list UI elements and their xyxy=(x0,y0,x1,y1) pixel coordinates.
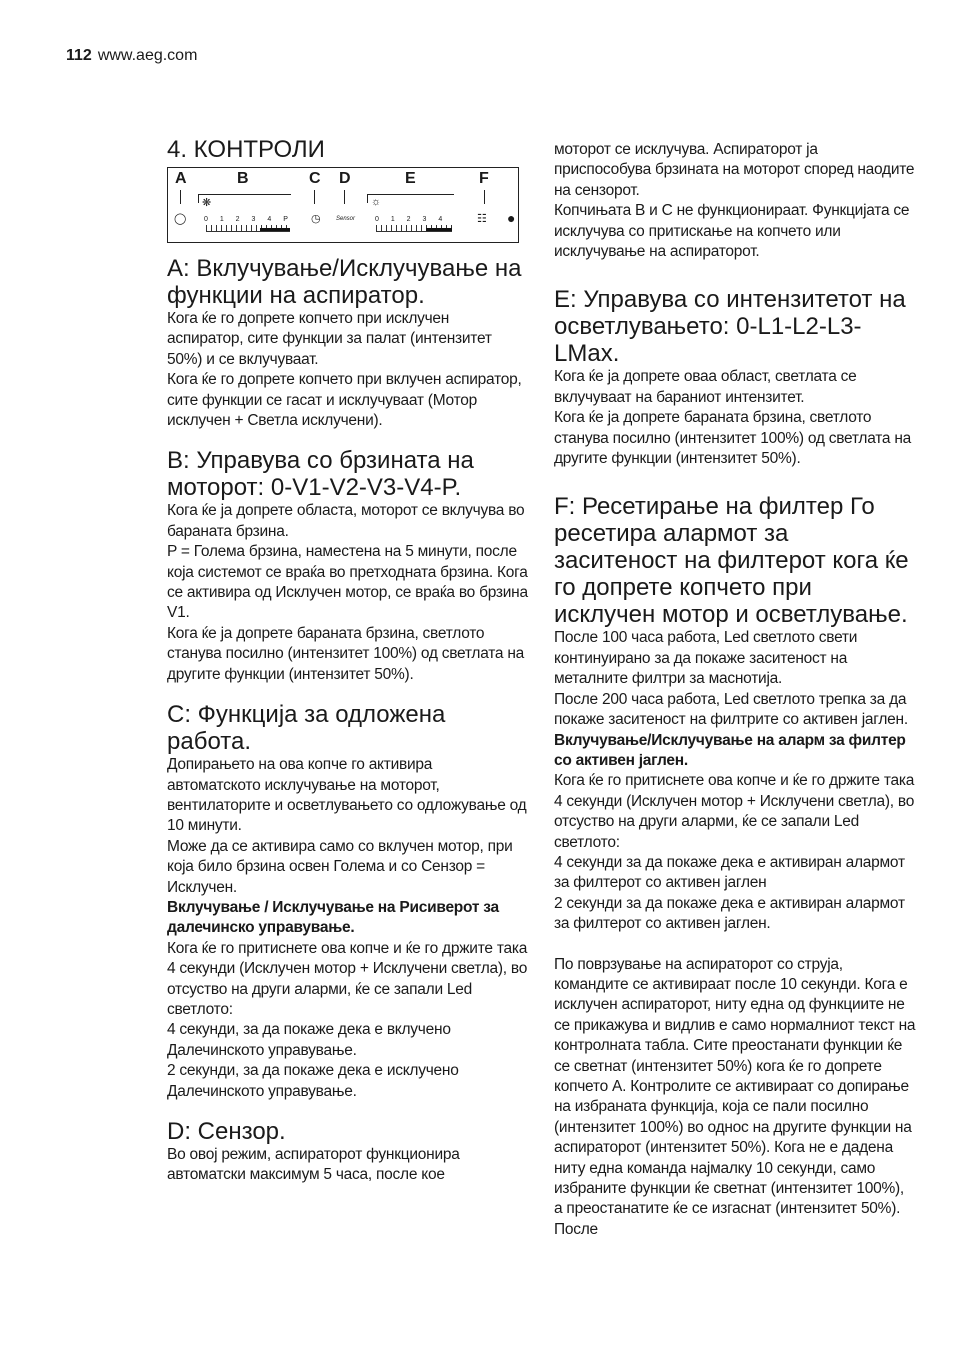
b-paragraph-2: P = Голема брзина, наместена на 5 минути, после која системот се враќа во претходната брзина. Кога се активира од Исклучен мотор, се враќа во брзина V1. xyxy=(167,543,528,622)
d-continued-2: Копчињата B и C не функционираат. Функцијата се исклучува со притискање на копчето или исклучување на аспираторот. xyxy=(554,202,910,261)
c-paragraph-2: Може да се активира само со вклучен мотор, при која било брзина освен Голема и со Сензор = Исклучен. xyxy=(167,837,513,896)
f-paragraph-2: После 200 часа работа, Led светлото трепка за да покаже заситеност на филтрите со активен јаглен. xyxy=(554,690,908,729)
motor-scale: 0 1 2 3 4 P xyxy=(204,216,293,223)
f-paragraph-1: После 100 часа работа, Led светлото свети континуирано за да покаже заситеност на металните филтри за маснотија. xyxy=(554,629,858,688)
b-paragraph-1: Кога ќе ја допрете областа, моторот се вклучува во бараната брзина. xyxy=(167,502,525,540)
panel-letter-f: F xyxy=(479,170,489,187)
e-paragraph-1: Кога ќе ја допрете оваа област, светлата се вклучуваат на бараниот интензитет. xyxy=(554,368,857,406)
general-paragraph: По поврзување на аспираторот со струја, командите се активираат после 10 секунди. Кога е исклучен аспираторот, ниту една од функциите не се прикажува и видлив е само нормалниот текст на контролната табла. Сите преостанати функции ќе се светнат (интензитет 50%) кога ќе го допрете копчето A. Контролите се активираат со допирање на избраната функција, која се пали посилно (интензитет 100%) во однос на другите функции на аспираторот (интензитет 50%). Кога не е дадена ниту една команда најмалку 10 секунди, само избраните функции ќе светнат (интензитет 100%), а преостанатите ќе се изгаснат (интензитет 50%). После xyxy=(554,955,916,1238)
light-bar xyxy=(426,228,452,231)
a-title: A: Вклучување/Исклучување на функции на аспиратор. xyxy=(167,255,522,309)
led-dot-icon: ● xyxy=(507,210,516,226)
motor-bar xyxy=(260,228,290,231)
page-header xyxy=(66,47,197,65)
fan-icon: ❋ xyxy=(202,197,212,209)
tick-c xyxy=(314,190,315,204)
d-paragraph-1: Во овој режим, аспираторот функционира автоматски максимум 5 часа, после кое xyxy=(167,1146,460,1184)
tick-d xyxy=(344,190,345,204)
panel-letter-b: B xyxy=(237,170,249,187)
d-title: D: Сензор. xyxy=(167,1118,286,1145)
page-number: 112 xyxy=(66,47,92,64)
panel-letter-a: A xyxy=(175,170,187,187)
right-column xyxy=(554,140,916,1240)
light-icon: ☼ xyxy=(371,196,382,208)
tick-f xyxy=(484,190,485,204)
c-title: C: Функција за одложена работа. xyxy=(167,701,446,756)
left-column xyxy=(167,136,529,1186)
c-paragraph-5: 2 секунди, за да покаже дека е исклучено Далечинското управување. xyxy=(167,1062,459,1100)
sensor-label: Sensor xyxy=(336,216,356,222)
control-panel-diagram xyxy=(167,167,519,243)
panel-letter-d: D xyxy=(339,170,351,187)
c-paragraph-1: Допирањето на ова копче го активира автоматското исклучување на моторот, вентилаторите и осветлувањето со одложување од 10 минути. xyxy=(167,756,527,835)
d-continued-1: моторот се исклучува. Аспираторот ја приспособува брзината на моторот според наодите на сензорот. xyxy=(554,141,915,199)
light-scale: 0 1 2 3 4 xyxy=(375,216,448,223)
bracket-b xyxy=(198,194,291,203)
e-paragraph-2: Кога ќе ја допрете бараната брзина, светлото станува посилно (интензитет 100%) од светлата на другите функции (интензитет 50%). xyxy=(554,409,912,468)
e-title: E: Управува со интензитетот на осветлувањето: 0-L1-L2-L3-LMax. xyxy=(554,286,906,368)
b-paragraph-3: Кога ќе ја допрете бараната брзина, светлото станува посилно (интензитет 100%) од светлата на другите функции (интензитет 50%). xyxy=(167,624,525,683)
c-paragraph-3: Кога ќе го притиснете ова копче и ќе го држите така 4 секунди (Исклучен мотор + Исклучени светла), во отсуство на други аларми, ќе се запали Led светлото: xyxy=(167,939,528,1018)
filter-icon: ☷ xyxy=(477,213,487,225)
f-bold-heading: Вклучување/Исклучување на аларм за филтер со активен јаглен. xyxy=(554,731,906,769)
timer-icon: ◷ xyxy=(311,213,321,225)
section-title: 4. КОНТРОЛИ xyxy=(167,136,325,163)
site-url: www.aeg.com xyxy=(97,47,198,64)
f-paragraph-4: 4 секунди за да покаже дека е активиран алармот за филтерот со активен јаглен xyxy=(554,853,905,892)
f-paragraph-3: Кога ќе го притиснете ова копче и ќе го држите така 4 секунди (Исклучен мотор + Исклучени светла), во отсуство на други аларми, ќе се запали Led светлото: xyxy=(554,772,915,851)
panel-letter-e: E xyxy=(405,170,416,187)
a-paragraph-2: Кога ќе го допрете копчето при вклучен аспиратор, сите функции се гасат и исклучуваат (Мотор исклучен + Светла исклучени). xyxy=(167,371,522,430)
tick-a xyxy=(180,190,181,204)
a-paragraph-1: Кога ќе го допрете копчето при исклучен аспиратор, сите функции за палат (интензитет 50%) и се вклучуваат. xyxy=(167,310,492,368)
c-paragraph-4: 4 секунди, за да покаже дека е вклучено Далечинското управување. xyxy=(167,1021,451,1059)
f-paragraph-5: 2 секунди за да покаже дека е активиран алармот за филтерот со активен јаглен. xyxy=(554,894,905,933)
panel-letter-c: C xyxy=(309,170,321,187)
power-icon: ◯ xyxy=(174,213,187,225)
c-bold-heading: Вклучување / Исклучување на Рисиверот за далечинско управување. xyxy=(167,898,499,937)
b-title: B: Управува со брзината на моторот: 0-V1-V2-V3-V4-P. xyxy=(167,447,474,502)
f-title: F: Ресетирање на филтер Го ресетира алармот за заситеност на филтерот кога ќе го допрете копчето при исклучен мотор и осветлување. xyxy=(554,493,909,629)
